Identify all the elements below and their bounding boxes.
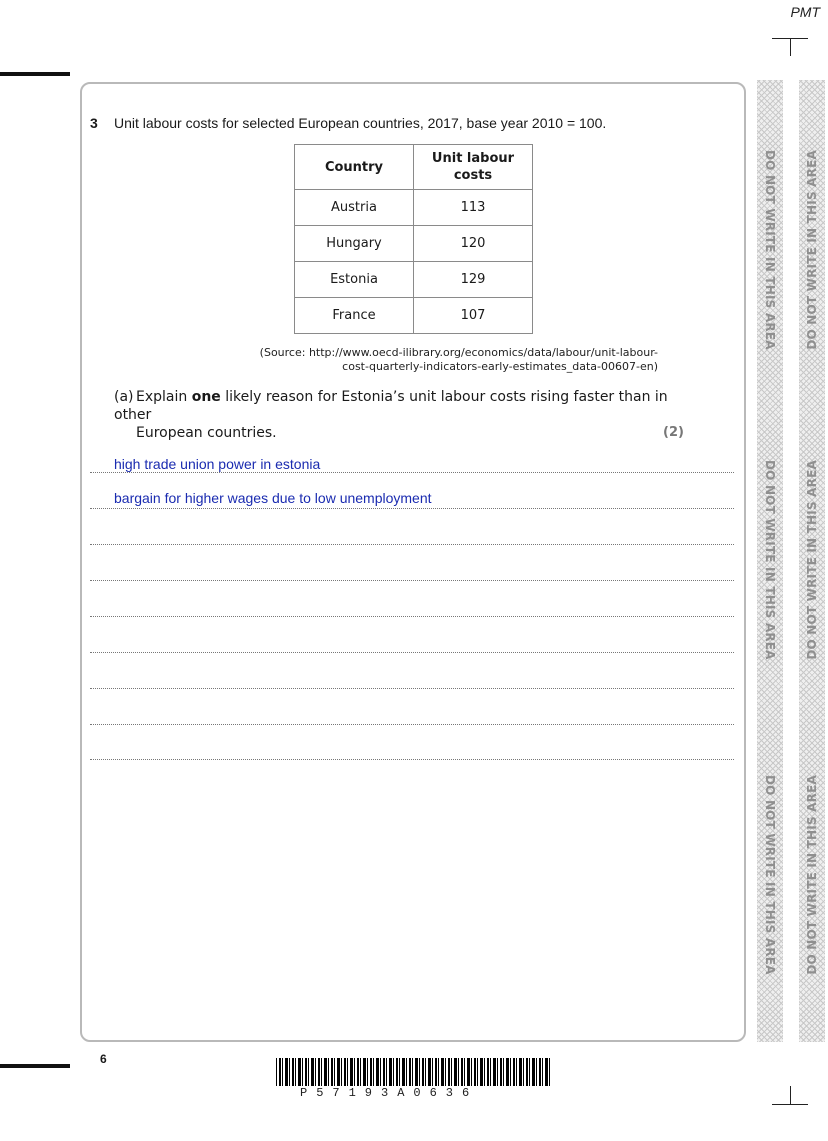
barcode-image [276, 1058, 550, 1086]
table-header-row [295, 145, 533, 190]
margin-warning-inner-1: DO NOT WRITE IN THIS AREA [763, 150, 777, 350]
table-cell-country: Hungary [295, 226, 414, 262]
question-number: 3 [90, 115, 98, 131]
part-a-text-bold: one [191, 389, 221, 405]
table-cell-value: 129 [414, 262, 533, 298]
margin-warning-inner-3: DO NOT WRITE IN THIS AREA [763, 775, 777, 975]
table-row [295, 226, 533, 262]
table-row [295, 190, 533, 226]
answer-line[interactable] [90, 580, 734, 581]
table-cell-value: 107 [414, 298, 533, 334]
part-a-text-line2: European countries. [136, 425, 277, 441]
answer-line[interactable] [90, 616, 734, 617]
part-a-text-before: Explain [136, 389, 192, 405]
table-cell-value: 120 [414, 226, 533, 262]
pmt-mark: PMT [790, 4, 820, 20]
answer-line[interactable] [90, 688, 734, 689]
part-a-text-after: likely reason for Estonia’s unit labour costs rising faster than in other [114, 389, 668, 423]
question-text: Unit labour costs for selected European countries, 2017, base year 2010 = 100. [114, 115, 607, 131]
part-a-label: (a) [114, 389, 134, 405]
page-number: 6 [100, 1052, 107, 1066]
table-cell-country: France [295, 298, 414, 334]
margin-warning-outer-1: DO NOT WRITE IN THIS AREA [805, 150, 819, 350]
table-row [295, 298, 533, 334]
answer-line[interactable] [90, 652, 734, 653]
margin-warning-inner-2: DO NOT WRITE IN THIS AREA [763, 460, 777, 660]
crop-mark-bottom-h [772, 1104, 808, 1105]
table-cell-country: Estonia [295, 262, 414, 298]
barcode-text: P57193A0636 [300, 1086, 479, 1100]
header-country: Country [295, 145, 414, 190]
answer-line[interactable] [90, 544, 734, 545]
crop-mark-bottom-v [790, 1086, 791, 1104]
table-cell-country: Austria [295, 190, 414, 226]
margin-warning-outer-3: DO NOT WRITE IN THIS AREA [805, 775, 819, 975]
left-margin-bar-top [0, 72, 70, 76]
answer-line[interactable] [90, 724, 734, 725]
part-a-prompt [114, 388, 674, 442]
marks-allocation: (2) [663, 425, 684, 440]
source-citation [240, 346, 658, 374]
table-cell-value: 113 [414, 190, 533, 226]
source-line-2: cost-quarterly-indicators-early-estimates_data-00607-en) [342, 360, 658, 373]
margin-warning-outer-2: DO NOT WRITE IN THIS AREA [805, 460, 819, 660]
header-unit-labour-costs [414, 145, 533, 190]
left-margin-bar-bottom [0, 1064, 70, 1068]
answer-line-1-text: high trade union power in estonia [114, 456, 321, 472]
answer-line[interactable] [90, 759, 734, 760]
header-unit-labour-costs-text: Unit labour costs [431, 151, 515, 183]
answer-line-2-text: bargain for higher wages due to low unemployment [114, 490, 432, 506]
answer-line[interactable] [90, 472, 734, 473]
source-line-1: (Source: http://www.oecd-ilibrary.org/economics/data/labour/unit-labour- [259, 346, 658, 359]
crop-mark-top-v [790, 38, 791, 56]
answer-line[interactable] [90, 508, 734, 509]
labour-cost-table [294, 144, 533, 334]
table-row [295, 262, 533, 298]
